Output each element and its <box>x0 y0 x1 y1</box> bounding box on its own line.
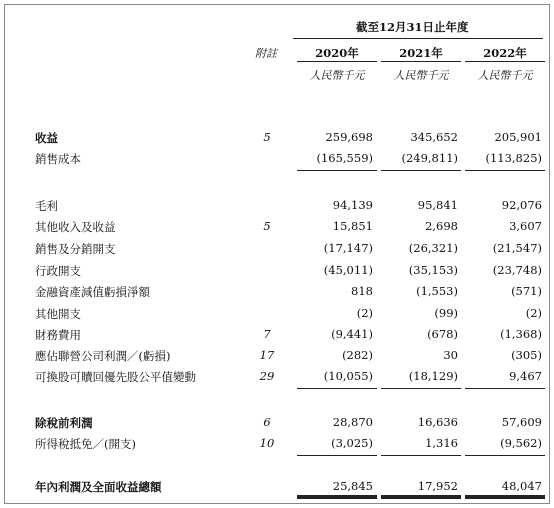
row-label: 應佔聯營公司利潤／(虧損) <box>35 349 171 363</box>
row-note: 5 <box>263 219 271 233</box>
cell-2021: (1,553) <box>416 284 458 298</box>
row-label: 除稅前利潤 <box>35 416 93 430</box>
cell-2020: (3,025) <box>331 436 373 450</box>
row-label: 收益 <box>35 131 58 145</box>
cell-2020: 15,851 <box>332 219 373 233</box>
cell-2020: (17,147) <box>323 241 373 255</box>
row-note: 5 <box>263 130 271 144</box>
subtotal-rule <box>297 170 377 171</box>
row-note: 29 <box>259 369 275 383</box>
cell-2021: 345,652 <box>410 130 458 144</box>
cell-2020: (165,559) <box>316 151 373 165</box>
row-label: 銷售及分銷開支 <box>35 242 116 256</box>
subtotal-rule <box>465 170 545 171</box>
cell-2021: 2,698 <box>425 219 458 233</box>
cell-2020: 818 <box>351 284 373 298</box>
cell-2020: 25,845 <box>332 479 373 493</box>
cell-2020: 94,139 <box>332 198 373 212</box>
note-column-heading: 附註 <box>255 47 277 60</box>
cell-2020: 28,870 <box>332 415 373 429</box>
cell-2021: 30 <box>443 348 458 362</box>
cell-2020: (9,441) <box>331 327 373 341</box>
unit-label-2022: 人民幣千元 <box>477 69 533 82</box>
total-double-rule <box>465 495 545 499</box>
cell-2022: (1,368) <box>500 327 542 341</box>
row-label: 其他收入及收益 <box>35 220 116 234</box>
cell-2022: (305) <box>511 348 542 362</box>
row-note: 7 <box>263 327 271 341</box>
period-heading: 截至12月31日止年度 <box>356 20 469 34</box>
cell-2021: (18,129) <box>408 369 458 383</box>
row-label: 可換股可贖回優先股公平值變動 <box>35 370 196 384</box>
cell-2021: (26,321) <box>408 241 458 255</box>
cell-2022: (21,547) <box>492 241 542 255</box>
subtotal-rule <box>297 388 377 389</box>
subtotal-rule <box>297 455 377 456</box>
row-label: 所得稅抵免／(開支) <box>35 437 136 451</box>
cell-2022: (9,562) <box>500 436 542 450</box>
year-heading-2022: 2022年 <box>483 46 527 60</box>
row-label: 年內利潤及全面收益總額 <box>35 480 162 494</box>
subtotal-rule <box>381 455 461 456</box>
subtotal-rule <box>381 170 461 171</box>
row-label: 金融資產減值虧損淨額 <box>35 285 150 299</box>
cell-2022: (571) <box>511 284 542 298</box>
cell-2021: 16,636 <box>417 415 458 429</box>
year-heading-2021: 2021年 <box>399 46 443 60</box>
cell-2021: (99) <box>434 306 458 320</box>
year-underline-2021 <box>381 61 461 62</box>
period-underline <box>293 38 543 39</box>
cell-2022: (2) <box>525 306 542 320</box>
row-label: 其他開支 <box>35 307 81 321</box>
year-heading-2020: 2020年 <box>315 46 359 60</box>
cell-2022: 48,047 <box>501 479 542 493</box>
cell-2020: (45,011) <box>323 263 373 277</box>
row-note: 6 <box>263 415 271 429</box>
cell-2020: (10,055) <box>323 369 373 383</box>
cell-2022: 9,467 <box>509 369 542 383</box>
cell-2022: (23,748) <box>492 263 542 277</box>
cell-2021: (249,811) <box>401 151 458 165</box>
cell-2021: (678) <box>427 327 458 341</box>
subtotal-rule <box>381 388 461 389</box>
income-statement-table <box>4 4 550 504</box>
unit-label-2021: 人民幣千元 <box>393 69 449 82</box>
cell-2020: 259,698 <box>325 130 373 144</box>
subtotal-rule <box>465 388 545 389</box>
cell-2021: (35,153) <box>408 263 458 277</box>
cell-2020: (282) <box>342 348 373 362</box>
cell-2022: 57,609 <box>501 415 542 429</box>
year-underline-2020 <box>297 61 377 62</box>
cell-2022: 205,901 <box>494 130 542 144</box>
total-double-rule <box>381 495 461 499</box>
cell-2022: 3,607 <box>509 219 542 233</box>
unit-label-2020: 人民幣千元 <box>309 69 365 82</box>
subtotal-rule <box>465 455 545 456</box>
year-underline-2022 <box>465 61 545 62</box>
cell-2021: 95,841 <box>417 198 458 212</box>
total-double-rule <box>297 495 377 499</box>
row-label: 行政開支 <box>35 264 81 278</box>
cell-2022: 92,076 <box>501 198 542 212</box>
row-note: 10 <box>259 436 275 450</box>
row-label: 毛利 <box>35 199 58 213</box>
row-label: 銷售成本 <box>35 152 81 166</box>
cell-2021: 17,952 <box>417 479 458 493</box>
cell-2022: (113,825) <box>485 151 542 165</box>
cell-2021: 1,316 <box>425 436 458 450</box>
row-label: 財務費用 <box>35 328 81 342</box>
row-note: 17 <box>259 348 275 362</box>
cell-2020: (2) <box>356 306 373 320</box>
